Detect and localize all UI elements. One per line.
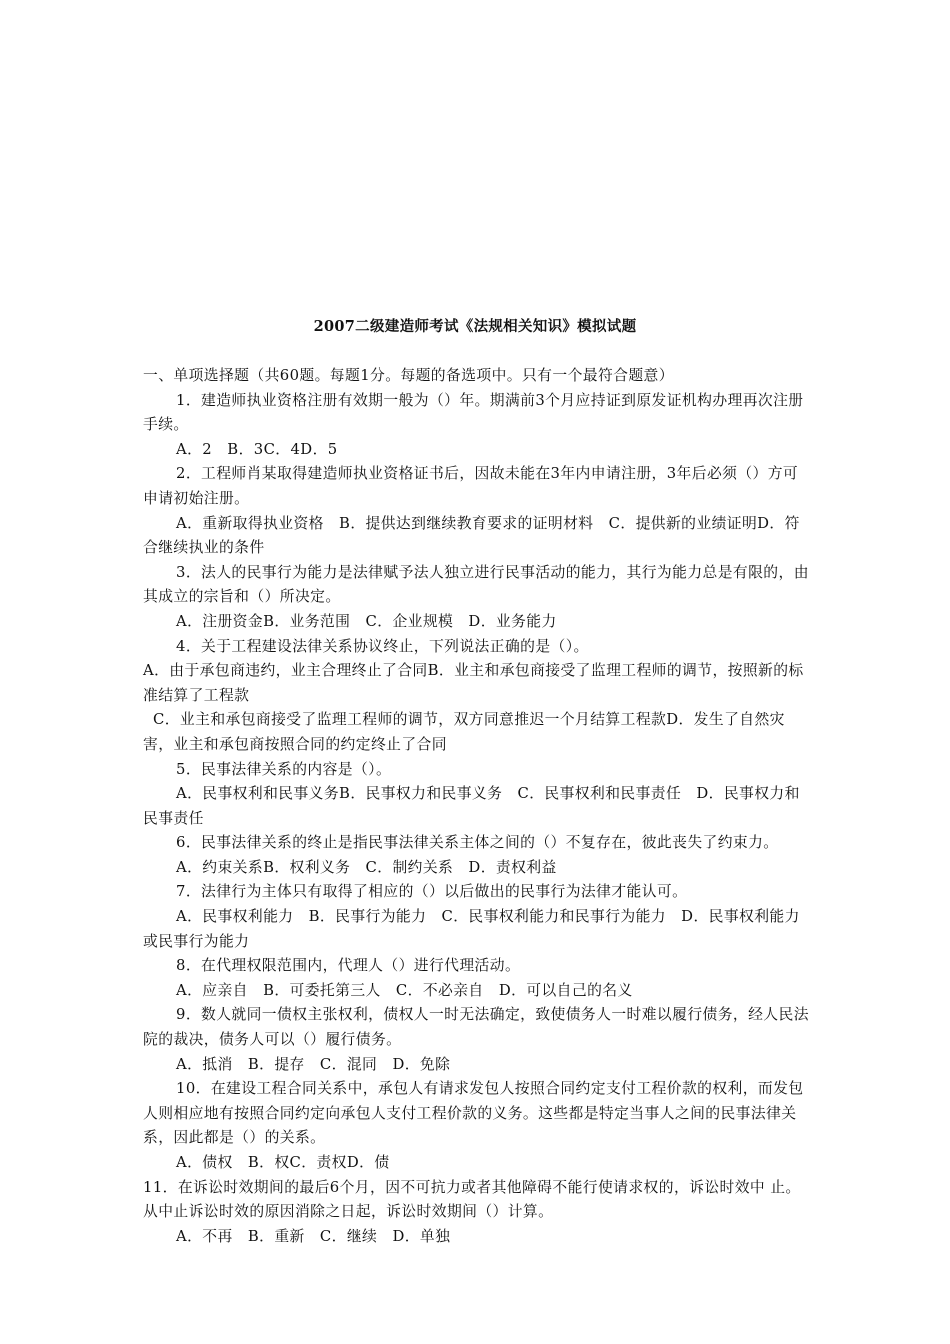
paragraph: A．约束关系B．权利义务 C．制约关系 D．责权利益 (176, 858, 557, 876)
paragraph: A．2 B．3C．4D．5 (176, 440, 338, 458)
paragraph: C．业主和承包商接受了监理工程师的调节，双方同意推迟一个月结算工程款D．发生了自然灾害，业主和承包商按照合同的约定终止了合同 (143, 711, 785, 753)
paragraph: 2．工程师肖某取得建造师执业资格证书后，因故未能在3年内申请注册，3年后必须（）方可申请初始注册。 (143, 465, 799, 507)
paragraph: A．由于承包商违约，业主合理终止了合同B．业主和承包商接受了监理工程师的调节，按照新的标准结算了工程款 (143, 662, 804, 704)
paragraph: A．不再 B．重新 C．继续 D．单独 (176, 1227, 451, 1245)
paragraph: A．重新取得执业资格 B．提供达到继续教育要求的证明材料 C．提供新的业绩证明D．符合继续执业的条件 (143, 514, 800, 557)
paragraph: A．民事权利和民事义务B．民事权力和民事义务 C．民事权利和民事责任 D．民事权力和民事责任 (143, 785, 800, 827)
document-body (143, 364, 814, 1249)
paragraph: A．民事权利能力 B．民事行为能力 C．民事权利能力和民事行为能力 D．民事权利能力或民事行为能力 (143, 908, 800, 950)
document-title: 2007二级建造师考试《法规相关知识》模拟试题 (313, 318, 637, 335)
paragraph: 8．在代理权限范围内，代理人（）进行代理活动。 (176, 957, 521, 975)
paragraph: 9．数人就同一债权主张权利，债权人一时无法确定，致使债务人一时难以履行债务，经人民法 院的裁决，债务人可以（）履行债务。 (143, 1006, 814, 1049)
paragraph: 5．民事法律关系的内容是（）。 (176, 760, 392, 778)
paragraph: A．债权 B．权C．责权D．债 (176, 1154, 390, 1171)
paragraph: A．应亲自 B．可委托第三人 C．不必亲自 D．可以自己的名义 (176, 981, 633, 999)
paragraph: 7．法律行为主体只有取得了相应的（）以后做出的民事行为法律才能认可。 (176, 883, 688, 901)
paragraph: 11．在诉讼时效期间的最后6个月，因不可抗力或者其他障碍不能行使请求权的，诉讼时效中 止。从中止诉讼时效的原因消除之日起，诉讼时效期间（）计算。 (143, 1178, 801, 1221)
paragraph: 1．建造师执业资格注册有效期一般为（）年。期满前3个月应持证到原发证机构办理再次注册手续。 (143, 391, 804, 434)
paragraph: 10．在建设工程合同关系中，承包人有请求发包人按照合同约定支付工程价款的权利，而发包人则相应地有按照合同约定向承包人支付工程价款的义务。这些都是特定当事人之间的民事法律关系，因此都是（）的关系。 (143, 1080, 804, 1147)
paragraph: 一、单项选择题（共60题。每题1分。每题的备选项中。只有一个最符合题意） (143, 367, 674, 384)
paragraph: A．抵消 B．提存 C．混同 D．免除 (176, 1055, 451, 1073)
paragraph: 3．法人的民事行为能力是法律赋予法人独立进行民事活动的能力，其行为能力总是有限的，由其成立的宗旨和（）所决定。 (143, 563, 809, 606)
paragraph: 6．民事法律关系的终止是指民事法律关系主体之间的（）不复存在，彼此丧失了约束力。 (176, 834, 779, 852)
paragraph: 4．关于工程建设法律关系协议终止，下列说法正确的是（）。 (176, 637, 589, 655)
paragraph: A．注册资金B．业务范围 C．企业规模 D．业务能力 (176, 612, 557, 630)
